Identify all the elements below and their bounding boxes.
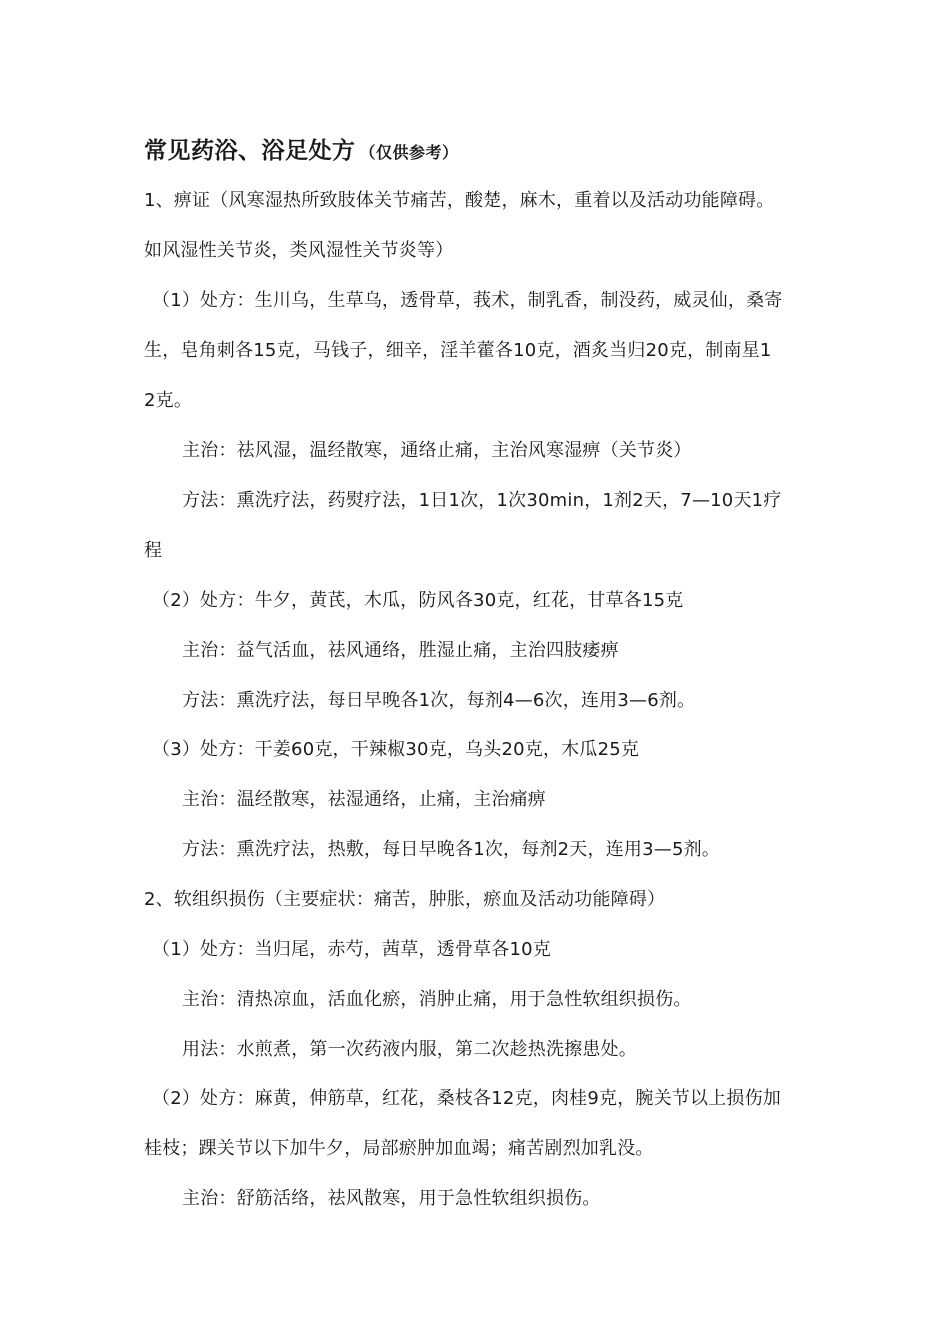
text-line: 桂枝；踝关节以下加牛夕，局部瘀肿加血竭；痛苦剧烈加乳没。: [144, 1138, 654, 1159]
method-line: 方法：熏洗疗法，每日早晚各1次，每剂4—6次，连用3—6剂。: [182, 690, 696, 711]
indication-line: 主治：舒筋活络，祛风散寒，用于急性软组织损伤。: [182, 1188, 601, 1209]
usage-line: 用法：水煎煮，第一次药液内服，第二次趁热洗擦患处。: [182, 1039, 637, 1060]
section-heading-soft-tissue: 2、软组织损伤（主要症状：痛苦，肿胀，瘀血及活动功能障碍）: [144, 889, 666, 910]
text-line: 如风湿性关节炎，类风湿性关节炎等）: [144, 240, 454, 261]
indication-line: 主治：温经散寒，祛湿通络，止痛，主治痛痹: [182, 789, 546, 810]
prescription-line: （1）处方：生川乌，生草乌，透骨草，莪术，制乳香，制没药，威灵仙，桑寄: [152, 290, 783, 311]
indication-line: 主治：清热凉血，活血化瘀，消肿止痛，用于急性软组织损伤。: [182, 989, 692, 1010]
section-heading-bi-zheng: 1、痹证（风寒湿热所致肢体关节痛苦，酸楚，麻木，重着以及活动功能障碍。: [144, 190, 775, 211]
text-line: 2克。: [144, 390, 193, 411]
document-title: [144, 134, 459, 170]
title-main: 常见药浴、浴足处方: [144, 138, 356, 164]
indication-line: 主治：益气活血，祛风通络，胜湿止痛，主治四肢痿痹: [182, 640, 619, 661]
title-note: （仅供参考）: [359, 143, 459, 162]
method-line: 方法：熏洗疗法，热敷，每日早晚各1次，每剂2天，连用3—5剂。: [182, 839, 721, 860]
text-line: 程: [144, 540, 163, 561]
indication-line: 主治：祛风湿，温经散寒，通络止痛，主治风寒湿痹（关节炎）: [182, 440, 692, 461]
prescription-line: （3）处方：干姜60克，干辣椒30克，乌头20克，木瓜25克: [152, 739, 640, 760]
text-line: 生，皂角刺各15克，马钱子，细辛，淫羊藿各10克，酒炙当归20克，制南星1: [144, 340, 772, 361]
prescription-line: （1）处方：当归尾，赤芍，茜草，透骨草各10克: [152, 939, 551, 960]
prescription-line: （2）处方：牛夕，黄芪，木瓜，防风各30克，红花，甘草各15克: [152, 590, 684, 611]
prescription-line: （2）处方：麻黄，伸筋草，红花，桑枝各12克，肉桂9克，腕关节以上损伤加: [152, 1088, 782, 1109]
method-line: 方法：熏洗疗法，药熨疗法，1日1次，1次30min，1剂2天，7—10天1疗: [182, 490, 782, 511]
